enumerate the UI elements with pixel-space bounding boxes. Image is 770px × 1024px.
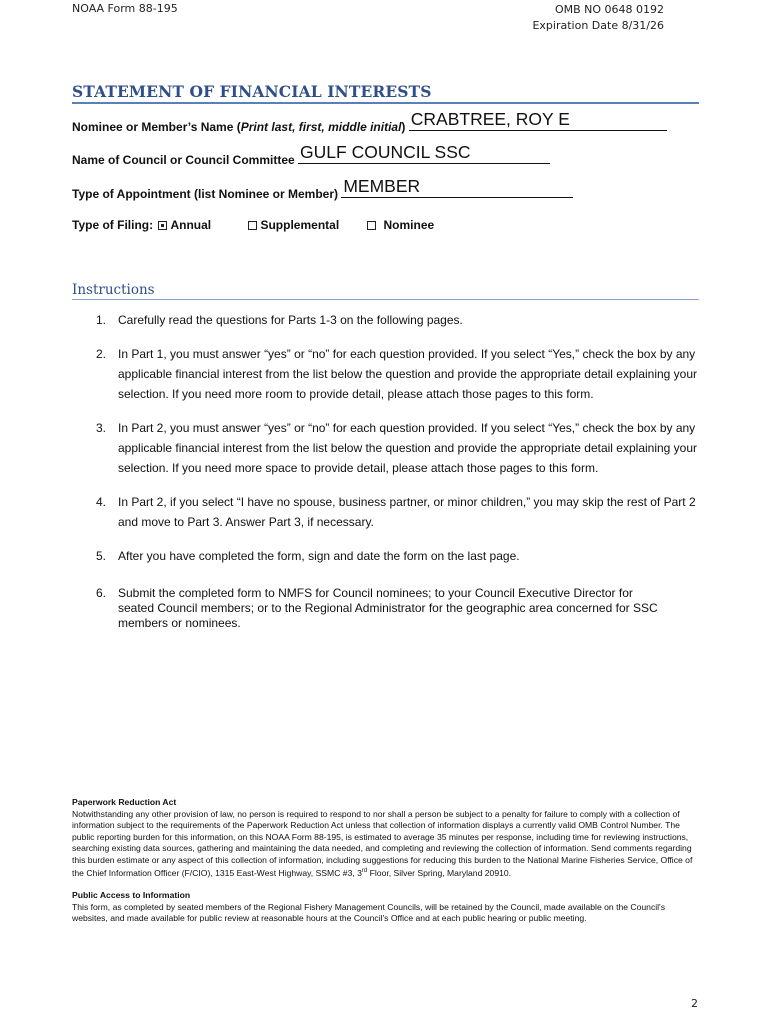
page-title: STATEMENT OF FINANCIAL INTERESTS <box>72 82 432 101</box>
title-rule <box>72 102 699 104</box>
council-field[interactable] <box>298 142 550 164</box>
filing-option-nominee[interactable] <box>367 218 435 232</box>
instruction-number: 1. <box>96 313 107 327</box>
nominee-name-label-b: ) <box>401 120 406 134</box>
instruction-number: 6. <box>96 586 107 600</box>
filing-type-label: Type of Filing: <box>72 218 154 232</box>
filing-type-row <box>72 218 434 232</box>
expiration-date: Expiration Date 8/31/26 <box>532 19 664 32</box>
appointment-field[interactable] <box>341 176 573 198</box>
annual-label: Annual <box>170 218 212 232</box>
paperwork-heading: Paperwork Reduction Act <box>72 797 177 807</box>
paperwork-text-b: Floor, Silver Spring, Maryland 20910. <box>367 867 512 878</box>
filing-option-annual[interactable] <box>158 218 211 232</box>
supplemental-label: Supplemental <box>260 218 340 232</box>
public-access-heading: Public Access to Information <box>72 890 191 901</box>
nominee-checkbox[interactable] <box>367 221 376 230</box>
instruction-text: After you have completed the form, sign and date the form on the last page. <box>118 549 520 563</box>
instruction-item <box>72 344 702 404</box>
instruction-number: 4. <box>96 495 107 509</box>
footer-notices <box>72 797 697 925</box>
instruction-text: Submit the completed form to NMFS for Council nominees; to your Council Executive Director for seated Council members; or to the Regional Administrator for the geographic area concerned for SSC members or nominees. <box>118 586 658 630</box>
filing-option-supplemental[interactable] <box>248 218 339 232</box>
page-number: 2 <box>691 997 698 1010</box>
paperwork-sup: rd <box>361 868 368 874</box>
instructions-list <box>72 310 702 631</box>
public-access-text: This form, as completed by seated members of the Regional Fishery Management Councils, will be retained by the Council, made available on the Council's websites, and made available for public review at reasonable hours at the Council's Office and at each public hearing or public meeting. <box>72 901 665 924</box>
instruction-text: In Part 1, you must answer “yes” or “no” for each question provided. If you select “Yes,” check the box by any applicable financial interest from the list below the question and provide the appropriate detail explaining your selection. If you need more room to provide detail, please attach those pages to this form. <box>118 347 698 401</box>
instruction-text: In Part 2, if you select “I have no spouse, business partner, or minor children,” you may skip the rest of Part 2 and move to Part 3. Answer Part 3, if necessary. <box>118 495 696 529</box>
nominee-name-field[interactable] <box>409 109 667 131</box>
instruction-item <box>72 586 702 631</box>
instruction-item <box>72 546 702 566</box>
paperwork-text-a: Notwithstanding any other provision of law, no person is required to respond to nor shall a person be subject to a penalty for failure to comply with a collection of information subject to the requirements of the Paperwork Reduction Act unless that collection of information displays a currently valid OMB Control Number. The public reporting burden for this information, on this NOAA Form 88-195, is estimated to average 35 minutes per response, including time for reviewing instructions, searching existing data sources, gathering and maintaining the data needed, and completing and reviewing the collection of information. Send comments regarding this burden estimate or any aspect of this collection of information, including suggestions for reducing this burden to the National Marine Fisheries Service, Office of the Chief Information Officer (F/CIO), 1315 East-West Highway, SSMC #3, 3 <box>72 808 693 878</box>
omb-info <box>532 2 664 34</box>
instruction-text: In Part 2, you must answer “yes” or “no” for each question provided. If you select “Yes,” check the box by any applicable financial interest from the list below the question and provide the appropriate detail explaining your selection. If you need more space to provide detail, please attach those pages to this form. <box>118 421 698 475</box>
paperwork-text <box>72 809 697 880</box>
instruction-item <box>72 310 702 330</box>
nominee-name-value: CRABTREE, ROY E <box>410 109 570 129</box>
instruction-item <box>72 492 702 532</box>
instruction-number: 3. <box>96 421 107 435</box>
instruction-text: Carefully read the questions for Parts 1-3 on the following pages. <box>118 313 463 327</box>
omb-number: OMB NO 0648 0192 <box>554 3 664 16</box>
appointment-row <box>72 176 573 201</box>
annual-checkbox[interactable] <box>158 221 167 230</box>
instruction-number: 5. <box>96 549 107 563</box>
supplemental-checkbox[interactable] <box>248 221 257 230</box>
form-number: NOAA Form 88-195 <box>72 2 178 15</box>
nominee-label: Nominee <box>383 218 435 232</box>
nominee-name-label-a: Nominee or Member’s Name ( <box>72 120 241 134</box>
nominee-name-label-italic: Print last, first, middle initial <box>240 120 402 134</box>
nominee-name-row <box>72 109 667 134</box>
appointment-label: Type of Appointment (list Nominee or Member) <box>72 187 339 201</box>
council-row <box>72 142 550 167</box>
appointment-value: MEMBER <box>343 176 421 196</box>
instructions-rule <box>72 299 699 300</box>
council-label: Name of Council or Council Committee <box>72 153 295 167</box>
instructions-heading: Instructions <box>72 282 155 298</box>
instruction-number: 2. <box>96 347 107 361</box>
council-value: GULF COUNCIL SSC <box>300 142 471 162</box>
instruction-item <box>72 418 702 478</box>
